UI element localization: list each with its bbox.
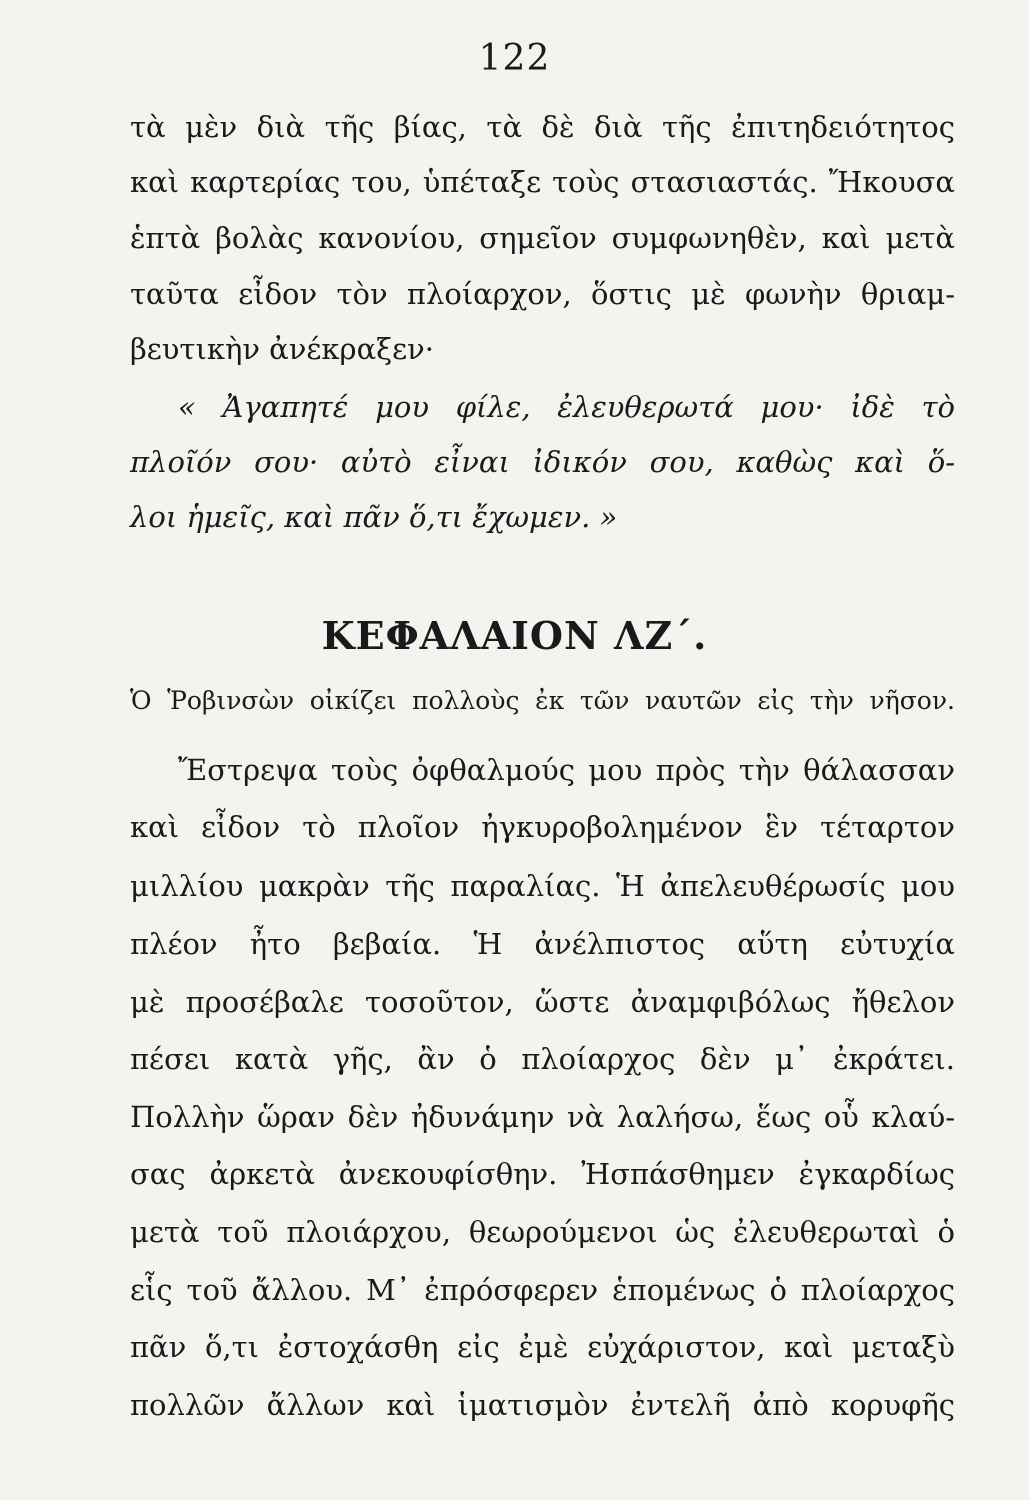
text-line: ἑπτὰ βολὰς κανονίου, σημεῖον συμφωνηθὲν, καὶ μετὰ [130, 221, 955, 255]
quote-line: λοι ἡμεῖς, καὶ πᾶν ὅ,τι ἔχωμεν. » [130, 500, 618, 534]
text-line: Πολλὴν ὥραν δὲν ἠδυνάμην νὰ λαλήσω, ἕως οὗ κλαύ- [130, 1100, 955, 1134]
chapter-summary: Ὁ Ῥοβινσὼν οἰκίζει πολλοὺς ἐκ τῶν ναυτῶν εἰς τὴν νῆσον. [130, 686, 955, 715]
text-line: τὰ μὲν διὰ τῆς βίας, τὰ δὲ διὰ τῆς ἐπιτηδειότητος [130, 110, 955, 144]
quote-line: « Ἀγαπητέ μου φίλε, ἐλευθερωτά μου· ἰδὲ τὸ [178, 390, 955, 424]
text-line: πέσει κατὰ γῆς, ἂν ὁ πλοίαρχος δὲν μ᾽ ἐκράτει. [130, 1042, 955, 1076]
text-line: μὲ προσέβαλε τοσοῦτον, ὥστε ἀναμφιβόλως ἤθελον [130, 985, 955, 1019]
text-line: καὶ εἶδον τὸ πλοῖον ἠγκυροβολημένον ἓν τέταρτον [130, 810, 955, 844]
text-line: μιλλίου μακρὰν τῆς παραλίας. Ἡ ἀπελευθέρωσίς μου [130, 869, 955, 903]
page-number: 122 [478, 38, 551, 79]
text-line: Ἔστρεψα τοὺς ὀφθαλμούς μου πρὸς τὴν θάλασσαν [178, 753, 955, 787]
text-line: καὶ καρτερίας του, ὑπέταξε τοὺς στασιαστάς. Ἤκουσα [130, 165, 955, 199]
text-line: ταῦτα εἶδον τὸν πλοίαρχον, ὅστις μὲ φωνὴν θριαμ- [130, 277, 955, 311]
quote-line: πλοῖόν σου· αὐτὸ εἶναι ἰδικόν σου, καθὼς καὶ ὅ- [130, 445, 955, 479]
text-line: εἷς τοῦ ἄλλου. Μ᾽ ἐπρόσφερεν ἑπομένως ὁ πλοίαρχος [130, 1273, 955, 1307]
text-line: βευτικὴν ἀνέκραξεν· [130, 332, 435, 366]
chapter-heading: ΚΕΦΑΛΑΙΟΝ ΛΖ΄. [321, 613, 708, 658]
text-line: πολλῶν ἄλλων καὶ ἱματισμὸν ἐντελῆ ἀπὸ κορυφῆς [130, 1388, 955, 1422]
text-line: σας ἀρκετὰ ἀνεκουφίσθην. Ἠσπάσθημεν ἐγκαρδίως [130, 1157, 955, 1191]
text-line: πλέον ἦτο βεβαία. Ἡ ἀνέλπιστος αὕτη εὐτυχία [130, 927, 955, 961]
text-line: πᾶν ὅ,τι ἐστοχάσθη εἰς ἐμὲ εὐχάριστον, καὶ μεταξὺ [130, 1330, 955, 1364]
text-line: μετὰ τοῦ πλοιάρχου, θεωρούμενοι ὡς ἐλευθερωταὶ ὁ [130, 1215, 955, 1249]
